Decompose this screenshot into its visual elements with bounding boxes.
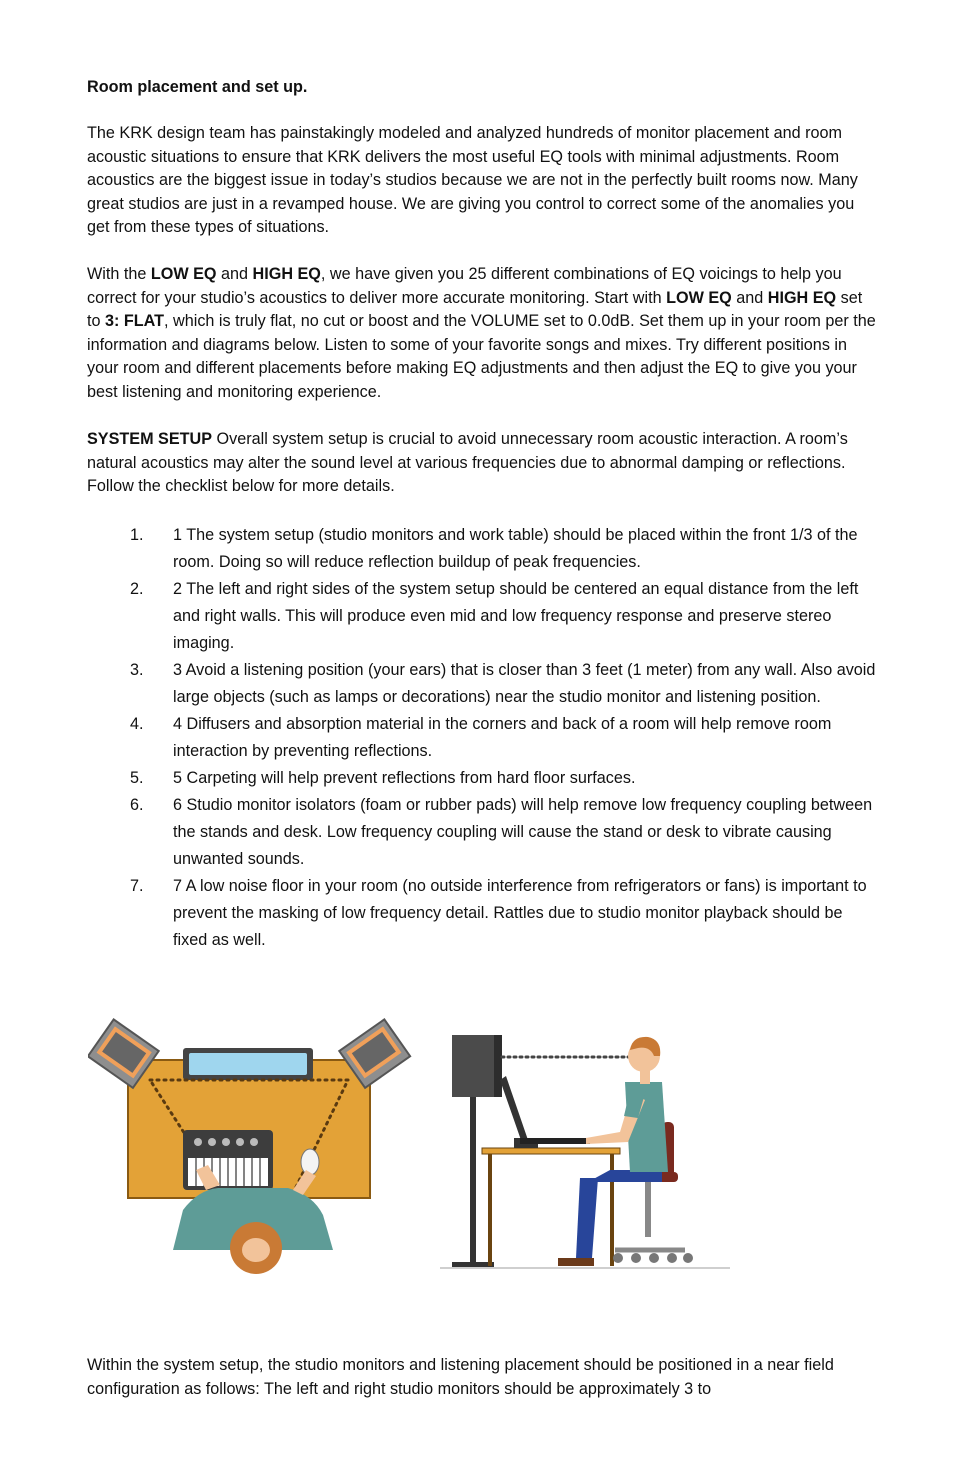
system-setup-label: SYSTEM SETUP — [87, 430, 213, 448]
list-number: 6. — [130, 796, 144, 814]
eq-bold-low-eq: LOW EQ — [150, 265, 217, 283]
speaker-side — [452, 1035, 494, 1097]
desk-leg-left — [488, 1154, 492, 1266]
stand-base — [452, 1262, 494, 1267]
eq-text-3: , we have given you 25 different combinations of EQ voicings to help you correct for your studio’s acoustics to deliver more accurate monitoring. Start with — [87, 265, 842, 307]
system-setup-text: Overall system setup is crucial to avoid unnecessary room acoustic interaction. A room’s natural acoustics may alter the sound level at various frequencies due to abnormal damping or reflections. Follow the checklist below for more details. — [87, 430, 848, 496]
eq-paragraph — [87, 263, 877, 405]
computer-monitor-side — [500, 1076, 528, 1143]
top-view-studio-illustration — [88, 1010, 418, 1285]
chair-wheels — [613, 1253, 693, 1263]
list-text: 4 Diffusers and absorption material in the corners and back of a room will help remove room interaction by preventing reflections. — [173, 715, 832, 760]
eq-text-2: and — [216, 265, 253, 283]
side-view-studio-illustration — [440, 1010, 730, 1285]
chair-post — [645, 1182, 651, 1237]
screen-glass — [189, 1053, 307, 1075]
eq-text-4: and — [731, 288, 768, 307]
eq-bold-high-eq: HIGH EQ — [252, 265, 321, 283]
person-neck — [640, 1070, 650, 1084]
list-text: 7 A low noise floor in your room (no outside interference from refrigerators or fans) is important to prevent the masking of low frequency detail. Rattles due to studio monitor playback should be fixed as well. — [173, 877, 867, 949]
list-item — [87, 792, 877, 873]
list-number: 1. — [130, 526, 144, 544]
mouse — [301, 1149, 319, 1175]
speaker-stand — [470, 1097, 476, 1267]
keyboard-side — [520, 1138, 590, 1144]
desk-side — [482, 1148, 620, 1154]
list-text: 1 The system setup (studio monitors and work table) should be placed within the front 1/3 of the room. Doing so will reduce reflection buildup of peak frequencies. — [173, 526, 858, 571]
list-number: 2. — [130, 580, 144, 598]
section-heading: Room placement and set up. — [87, 78, 308, 96]
person-shoe — [558, 1258, 594, 1266]
setup-checklist — [87, 522, 877, 954]
list-text: 2 The left and right sides of the system setup should be centered an equal distance from the left and right walls. This will produce even mid and low frequency response and preserve stereo imaging. — [173, 580, 859, 652]
list-item — [87, 522, 877, 576]
list-number: 4. — [130, 715, 144, 733]
list-text: 6 Studio monitor isolators (foam or rubber pads) will help remove low frequency coupling between the stands and desk. Low frequency coupling will cause the stand or desk to vibrate causing unwanted sounds. — [173, 796, 873, 868]
list-text: 3 Avoid a listening position (your ears) that is closer than 3 feet (1 meter) from any wall. Also avoid large objects (such as lamps or decorations) near the studio monitor and listening position. — [173, 661, 876, 706]
eq-text-6: , which is truly flat, no cut or boost and the VOLUME set to 0.0dB. Set them up in your room per the information and diagrams below. Listen to some of your favorite songs and mixes. Try different positions in your room and different placements before making EQ adjustments and then adjust the EQ to give you your best listening and monitoring experience. — [87, 312, 876, 401]
list-number: 7. — [130, 877, 144, 895]
speaker-face-edge — [494, 1035, 502, 1097]
eq-text-1: With the — [87, 265, 151, 283]
list-item — [87, 711, 877, 765]
list-text: 5 Carpeting will help prevent reflections from hard floor surfaces. — [173, 769, 636, 787]
bald-spot — [242, 1238, 270, 1262]
list-number: 3. — [130, 661, 144, 679]
list-item — [87, 576, 877, 657]
eq-bold-flat: 3: FLAT — [105, 312, 165, 331]
list-item — [87, 873, 877, 954]
list-item — [87, 765, 877, 792]
eq-bold-low-eq-2: LOW EQ — [666, 288, 732, 307]
intro-paragraph: The KRK design team has painstakingly modeled and analyzed hundreds of monitor placement and room acoustic situations to ensure that KRK delivers the most useful EQ tools with minimal adjustments. Room acoustics are the biggest issue in today’s studios because we are not in the perfectly built rooms now. Many great studios are just in a revamped house. We are giving you control to correct some of the anomalies you get from these types of situations. — [87, 124, 858, 237]
list-number: 5. — [130, 769, 144, 787]
eq-text-5: set to — [87, 288, 863, 331]
list-item — [87, 657, 877, 711]
eq-bold-high-eq-2: HIGH EQ — [767, 288, 837, 307]
person-shin — [576, 1178, 598, 1258]
bottom-paragraph: Within the system setup, the studio monitors and listening placement should be positioned in a near field configuration as follows: The left and right studio monitors should be approximately 3 to — [87, 1356, 834, 1398]
system-setup-paragraph — [87, 428, 877, 499]
